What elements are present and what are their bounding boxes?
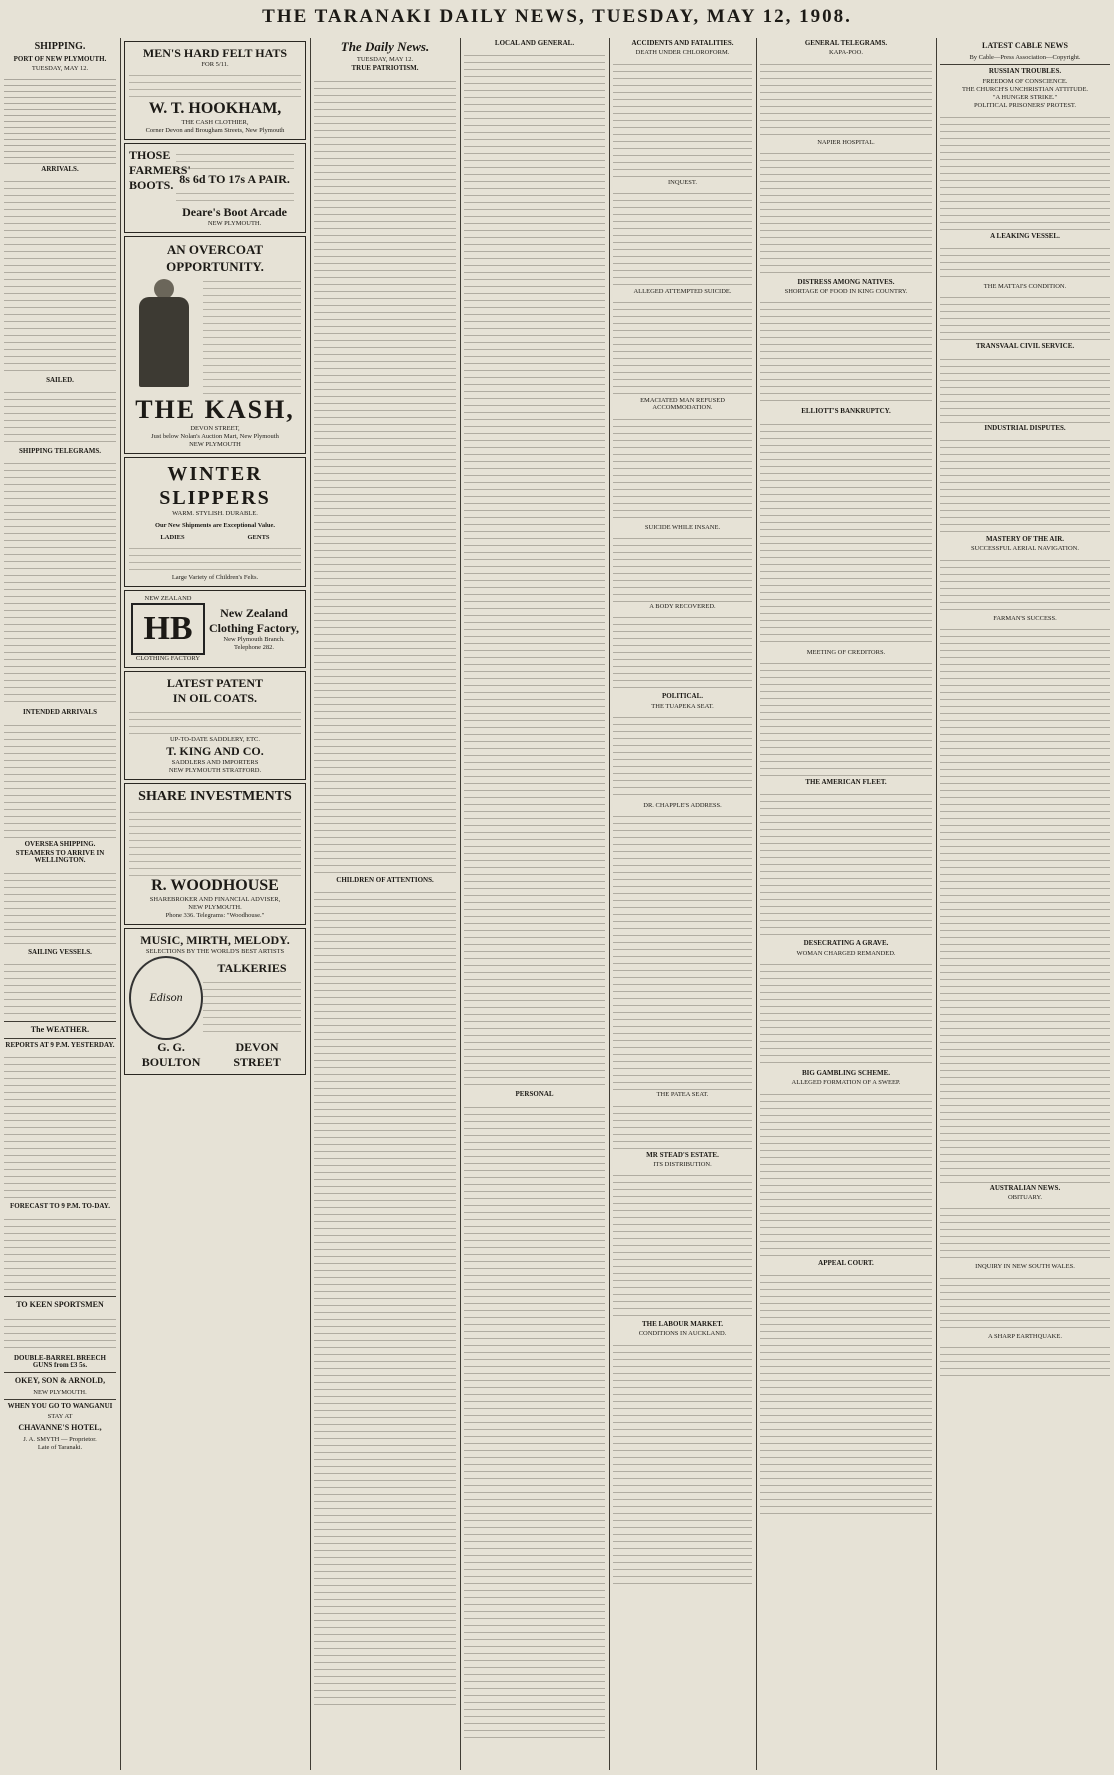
kash-street: DEVON STREET, [190,425,240,432]
ladies-label: LADIES [160,534,185,541]
australian-heading: AUSTRALIAN NEWS. [989,1183,1061,1192]
body-heading: A BODY RECOVERED. [649,603,716,611]
shipments-line: Our New Shipments are Exceptional Value. [154,522,276,529]
column-accidents [613,38,752,1770]
stead-heading: MR STEAD'S ESTATE. [646,1150,719,1159]
patea-heading: THE PATEA SEAT. [656,1091,709,1099]
shipping-date: TUESDAY, MAY 12. [31,65,89,73]
column-shipping [4,38,116,1770]
boots-ad [124,143,306,233]
inquiry-heading: INQUIRY IN NEW SOUTH WALES. [975,1263,1075,1271]
okey-arnold-ad: OKEY, SON & ARNOLD, [14,1376,106,1386]
conditions-heading: CONDITIONS IN AUCKLAND. [638,1330,727,1338]
telegrams-heading: GENERAL TELEGRAMS. [804,39,888,47]
sailed-heading: SAILED. [46,375,74,384]
obituary-heading: OBITUARY. [1007,1194,1042,1202]
column-rule [460,38,461,1770]
selections-line: SELECTIONS BY THE WORLD'S BEST ARTISTS [145,948,285,955]
suicide-heading: ALLEGED ATTEMPTED SUICIDE. [633,287,732,295]
guns-ad: DOUBLE-BARREL BREECH GUNS from £3 5s. [14,1353,106,1369]
clothing-telephone: Telephone 282. [234,644,274,651]
napier-heading: NAPIER HOSPITAL. [817,138,875,146]
desecrating-heading: DESECRATING A GRAVE. [803,939,889,948]
tuapeka-heading: THE TUAPEKA SEAT. [651,702,714,710]
column-rule [756,38,757,1770]
appeal-heading: APPEAL COURT. [818,1258,874,1267]
column-advertisements [124,38,306,1770]
stay-at: STAY AT [47,1412,73,1420]
edison-logo-icon [129,956,203,1040]
editorial-date: TUESDAY, MAY 12. [356,56,414,63]
children-felts: Large Variety of Children's Felts. [171,574,259,581]
column-rule [120,38,121,1770]
local-general-heading: LOCAL AND GENERAL. [494,39,575,47]
port-heading: PORT OF NEW PLYMOUTH. [13,55,107,63]
slippers-title: WINTER SLIPPERS [159,463,271,509]
shipping-telegrams-heading: SHIPPING TELEGRAMS. [19,447,101,456]
hookham-name: W. T. HOOKHAM, [148,100,282,117]
slippers-sub: WARM. STYLISH. DURABLE. [172,510,258,517]
king-place: NEW PLYMOUTH STRATFORD. [168,767,262,774]
meeting-heading: MEETING OF CREDITORS. [806,648,886,656]
personal-heading: PERSONAL [515,1090,554,1099]
forecast-heading: FORECAST TO 9 P.M. TO-DAY. [10,1202,110,1211]
share-title: SHARE INVESTMENTS [138,789,292,804]
distress-heading: DISTRESS AMONG NATIVES. [797,277,895,286]
overcoat-ad [124,236,306,454]
king-name: T. KING AND CO. [166,744,264,758]
political-heading: POLITICAL. [661,692,704,701]
column-rule [609,38,610,1770]
oil-coats-ad [124,671,306,780]
hotel-late: Late of Taranaki. [37,1444,83,1452]
woman-heading: WOMAN CHARGED REMANDED. [796,949,896,957]
transvaal-heading: TRANSVAAL CIVIL SERVICE. [975,342,1075,351]
column-local [464,38,605,1770]
boulton-name: G. G. BOULTON [141,1040,201,1069]
deare-arcade: Deare's Boot Arcade [182,205,287,219]
aerial-heading: SUCCESSFUL AERIAL NAVIGATION. [971,545,1079,553]
weather-heading: The WEATHER. [30,1024,90,1034]
oversea-shipping-heading: OVERSEA SHIPPING. [24,839,96,848]
chapple-heading: DR. CHAPPLE'S ADDRESS. [643,801,722,809]
column-editorial [314,38,456,1770]
russian-heading: RUSSIAN TROUBLES. [988,67,1062,76]
column-cable [940,38,1110,1770]
accidents-heading: ACCIDENTS AND FATALITIES. [631,39,734,47]
shipping-heading: SHIPPING. [34,41,86,52]
gambling-heading: BIG GAMBLING SCHEME. [801,1068,891,1077]
overcoat-title: AN OVERCOAT OPPORTUNITY. [166,242,264,274]
clothing-brand: CLOTHING FACTORY [135,655,201,662]
wanganui-ad: WHEN YOU GO TO WANGANUI [7,1402,113,1411]
woodhouse-place: NEW PLYMOUTH. [188,904,242,911]
gents-label: GENTS [247,534,270,541]
nz-brand: NEW ZEALAND [144,595,192,602]
cable-heading: LATEST CABLE NEWS [982,41,1068,50]
overcoat-illustration [129,279,199,389]
woodhouse-phone: Phone 336. Telegrams: "Woodhouse." [165,912,265,919]
music-title: MUSIC, MIRTH, MELODY. [140,933,290,947]
hb-logo: HB [131,603,205,655]
suicide-insane-heading: SUICIDE WHILE INSANE. [644,523,721,531]
kash-name: THE KASH, [135,395,295,424]
kash-address: Just below Nolan's Auction Mart, New Plymouth [151,433,279,440]
column-rule [310,38,311,1770]
prisoners-heading: POLITICAL PRISONERS' PROTEST. [973,102,1077,110]
mattai-heading: THE MATTAI'S CONDITION. [983,283,1067,291]
chavanne-hotel: CHAVANNE'S HOTEL, [18,1423,102,1433]
boots-side-label: THOSE FARMERS' BOOTS. [129,148,191,192]
paper-title: The Daily News. [340,39,430,54]
labour-heading: THE LABOUR MARKET. [642,1320,723,1329]
weather-reports-heading: REPORTS AT 9 P.M. YESTERDAY. [5,1040,115,1049]
deare-place: NEW PLYMOUTH. [207,220,262,227]
woodhouse-name: R. WOODHOUSE [151,877,279,894]
leaking-heading: A LEAKING VESSEL. [990,231,1060,240]
hotel-proprietor: J. A. SMYTH — Proprietor. [23,1436,97,1444]
hats-title: MEN'S HARD FELT HATS [142,46,288,60]
king-sub: SADDLERS AND IMPORTERS [171,759,259,766]
cable-sub: By Cable—Press Association—Copyright. [969,54,1081,61]
talkeries-title: TALKERIES [217,960,287,975]
sportsmen-heading: TO KEEN SPORTSMEN [16,1299,104,1309]
children-heading: CHILDREN OF ATTENTIONS. [336,875,434,884]
kash-place: NEW PLYMOUTH [189,441,241,448]
earthquake-heading: A SHARP EARTHQUAKE. [988,1332,1062,1340]
sweep-heading: ALLEGED FORMATION OF A SWEEP. [791,1079,901,1087]
woodhouse-sub: SHAREBROKER AND FINANCIAL ADVISER, [149,896,281,903]
church-heading: THE CHURCH'S UNCHRISTIAN ATTITUDE. [961,85,1089,93]
hats-ad [124,41,306,140]
clothing-factory-ad [124,590,306,668]
mastery-heading: MASTERY OF THE AIR. [985,534,1065,543]
oil-coats: IN OIL COATS. [172,691,258,705]
elliott-heading: ELLIOTT'S BANKRUPTCY. [801,407,891,416]
hookham-sub: THE CASH CLOTHIER, [181,119,249,126]
masthead: THE TARANAKI DAILY NEWS, TUESDAY, MAY 12, 1908. [262,6,852,27]
boots-price: 8s 6d TO 17s A PAIR. [179,172,290,186]
hookham-address: Corner Devon and Brougham Streets, New Plymouth [145,127,285,134]
column-telegrams [760,38,932,1770]
inquest-heading: INQUEST. [668,178,697,186]
steamers-heading: STEAMERS TO ARRIVE IN WELLINGTON. [15,849,105,865]
okey-place: NEW PLYMOUTH. [33,1389,87,1397]
patent-title: LATEST PATENT [166,676,264,690]
emaciated-heading: EMACIATED MAN REFUSED ACCOMMODATION. [640,397,725,412]
talkeries-ad [124,928,306,1075]
hunger-heading: "A HUNGER STRIKE." [992,94,1058,102]
kapa-heading: KAPA-POO. [829,49,863,57]
fleet-heading: THE AMERICAN FLEET. [805,778,887,787]
clothing-branch: New Plymouth Branch. [223,636,285,643]
patriotism-heading: TRUE PATRIOTISM. [351,64,419,73]
devon-street: DEVON STREET [233,1040,281,1069]
farman-heading: FARMAN'S SUCCESS. [993,614,1057,622]
column-rule [936,38,937,1770]
freedom-heading: FREEDOM OF CONSCIENCE. [982,77,1068,85]
saddlery-line: UP-TO-DATE SADDLERY, ETC. [169,736,261,743]
sailing-vessels-heading: SAILING VESSELS. [28,947,92,956]
industrial-heading: INDUSTRIAL DISPUTES. [984,423,1066,432]
chloroform-heading: DEATH UNDER CHLOROFORM. [635,49,730,57]
clothing-factory-name: New Zealand Clothing Factory, [209,606,299,635]
arrivals-heading: ARRIVALS. [41,164,79,173]
distribution-heading: ITS DISTRIBUTION. [653,1160,712,1168]
edison-wordmark: Edison [149,990,183,1005]
shortage-heading: SHORTAGE OF FOOD IN KING COUNTRY. [784,288,908,296]
slippers-ad [124,457,306,587]
intended-arrivals-heading: INTENDED ARRIVALS [23,708,97,717]
share-investments-ad [124,783,306,925]
hats-price: FOR 5/11. [201,61,229,68]
